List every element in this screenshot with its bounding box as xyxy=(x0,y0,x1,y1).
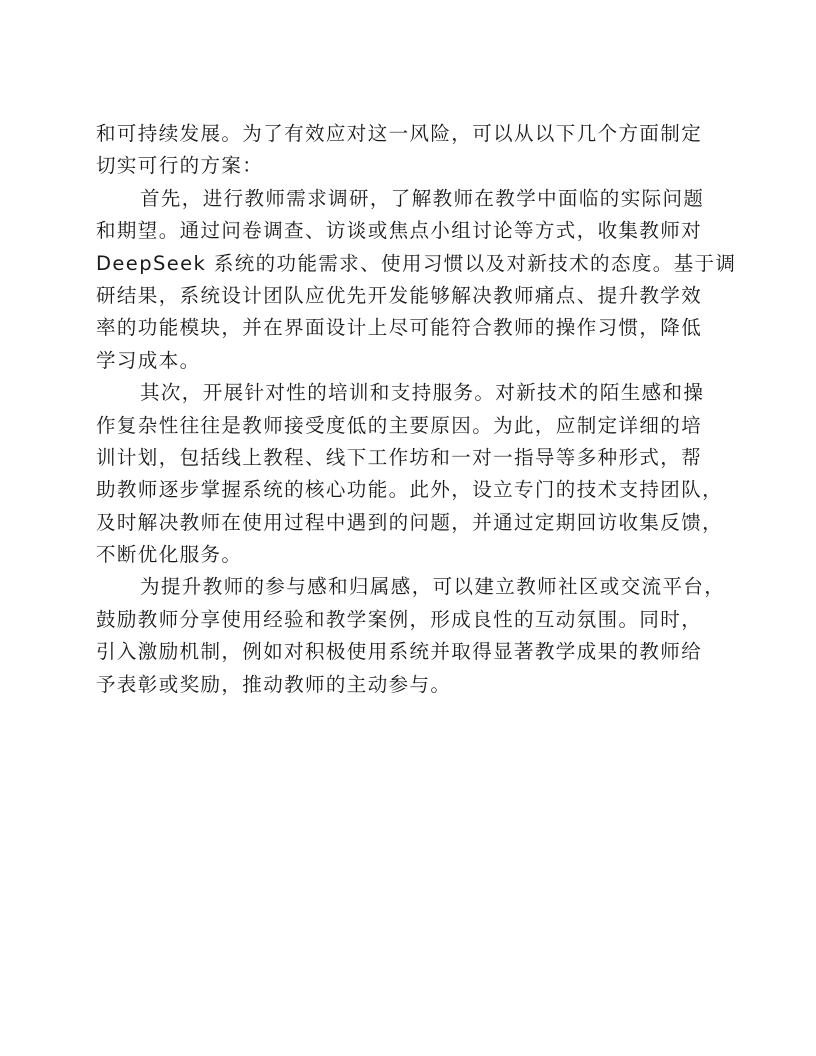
paragraph-2-line-3: DeepSeek 系统的功能需求、使用习惯以及对新技术的态度。基于调 xyxy=(96,251,737,275)
paragraph-4-line-4: 予表彰或奖励，推动教师的主动参与。 xyxy=(96,672,452,696)
paragraph-2-line-6: 学习成本。 xyxy=(96,348,201,372)
paragraph-4-line-1: 为提升教师的参与感和归属感，可以建立教师社区或交流平台， xyxy=(140,575,726,599)
paragraph-2-line-1: 首先，进行教师需求调研，了解教师在教学中面临的实际问题 xyxy=(140,186,705,210)
paragraph-3-line-1: 其次，开展针对性的培训和支持服务。对新技术的陌生感和操 xyxy=(140,381,705,405)
paragraph-3-line-6: 不断优化服务。 xyxy=(96,543,243,567)
paragraph-1-line-1: 和可持续发展。为了有效应对这一风险，可以从以下几个方面制定 xyxy=(96,122,703,145)
paragraph-4-line-2: 鼓励教师分享使用经验和教学案例，形成良性的互动氛围。同时， xyxy=(96,607,703,631)
paragraph-2-line-2: 和期望。通过问卷调查、访谈或焦点小组讨论等方式，收集教师对 xyxy=(96,219,703,243)
document-body xyxy=(96,118,736,701)
paragraph-1-line-2: 切实可行的方案： xyxy=(96,154,264,178)
paragraph-3-line-5: 及时解决教师在使用过程中遇到的问题，并通过定期回访收集反馈， xyxy=(96,510,724,534)
paragraph-2-line-4: 研结果，系统设计团队应优先开发能够解决教师痛点、提升教学效 xyxy=(96,283,703,307)
paragraph-4-line-3: 引入激励机制，例如对积极使用系统并取得显著教学成果的教师给 xyxy=(96,640,703,664)
paragraph-3-line-4: 助教师逐步掌握系统的核心功能。此外，设立专门的技术支持团队， xyxy=(96,478,724,502)
paragraph-2-line-5: 率的功能模块，并在界面设计上尽可能符合教师的操作习惯，降低 xyxy=(96,316,703,340)
paragraph-3-line-2: 作复杂性往往是教师接受度低的主要原因。为此，应制定详细的培 xyxy=(96,413,703,437)
paragraph-3-line-3: 训计划，包括线上教程、线下工作坊和一对一指导等多种形式，帮 xyxy=(96,445,703,469)
